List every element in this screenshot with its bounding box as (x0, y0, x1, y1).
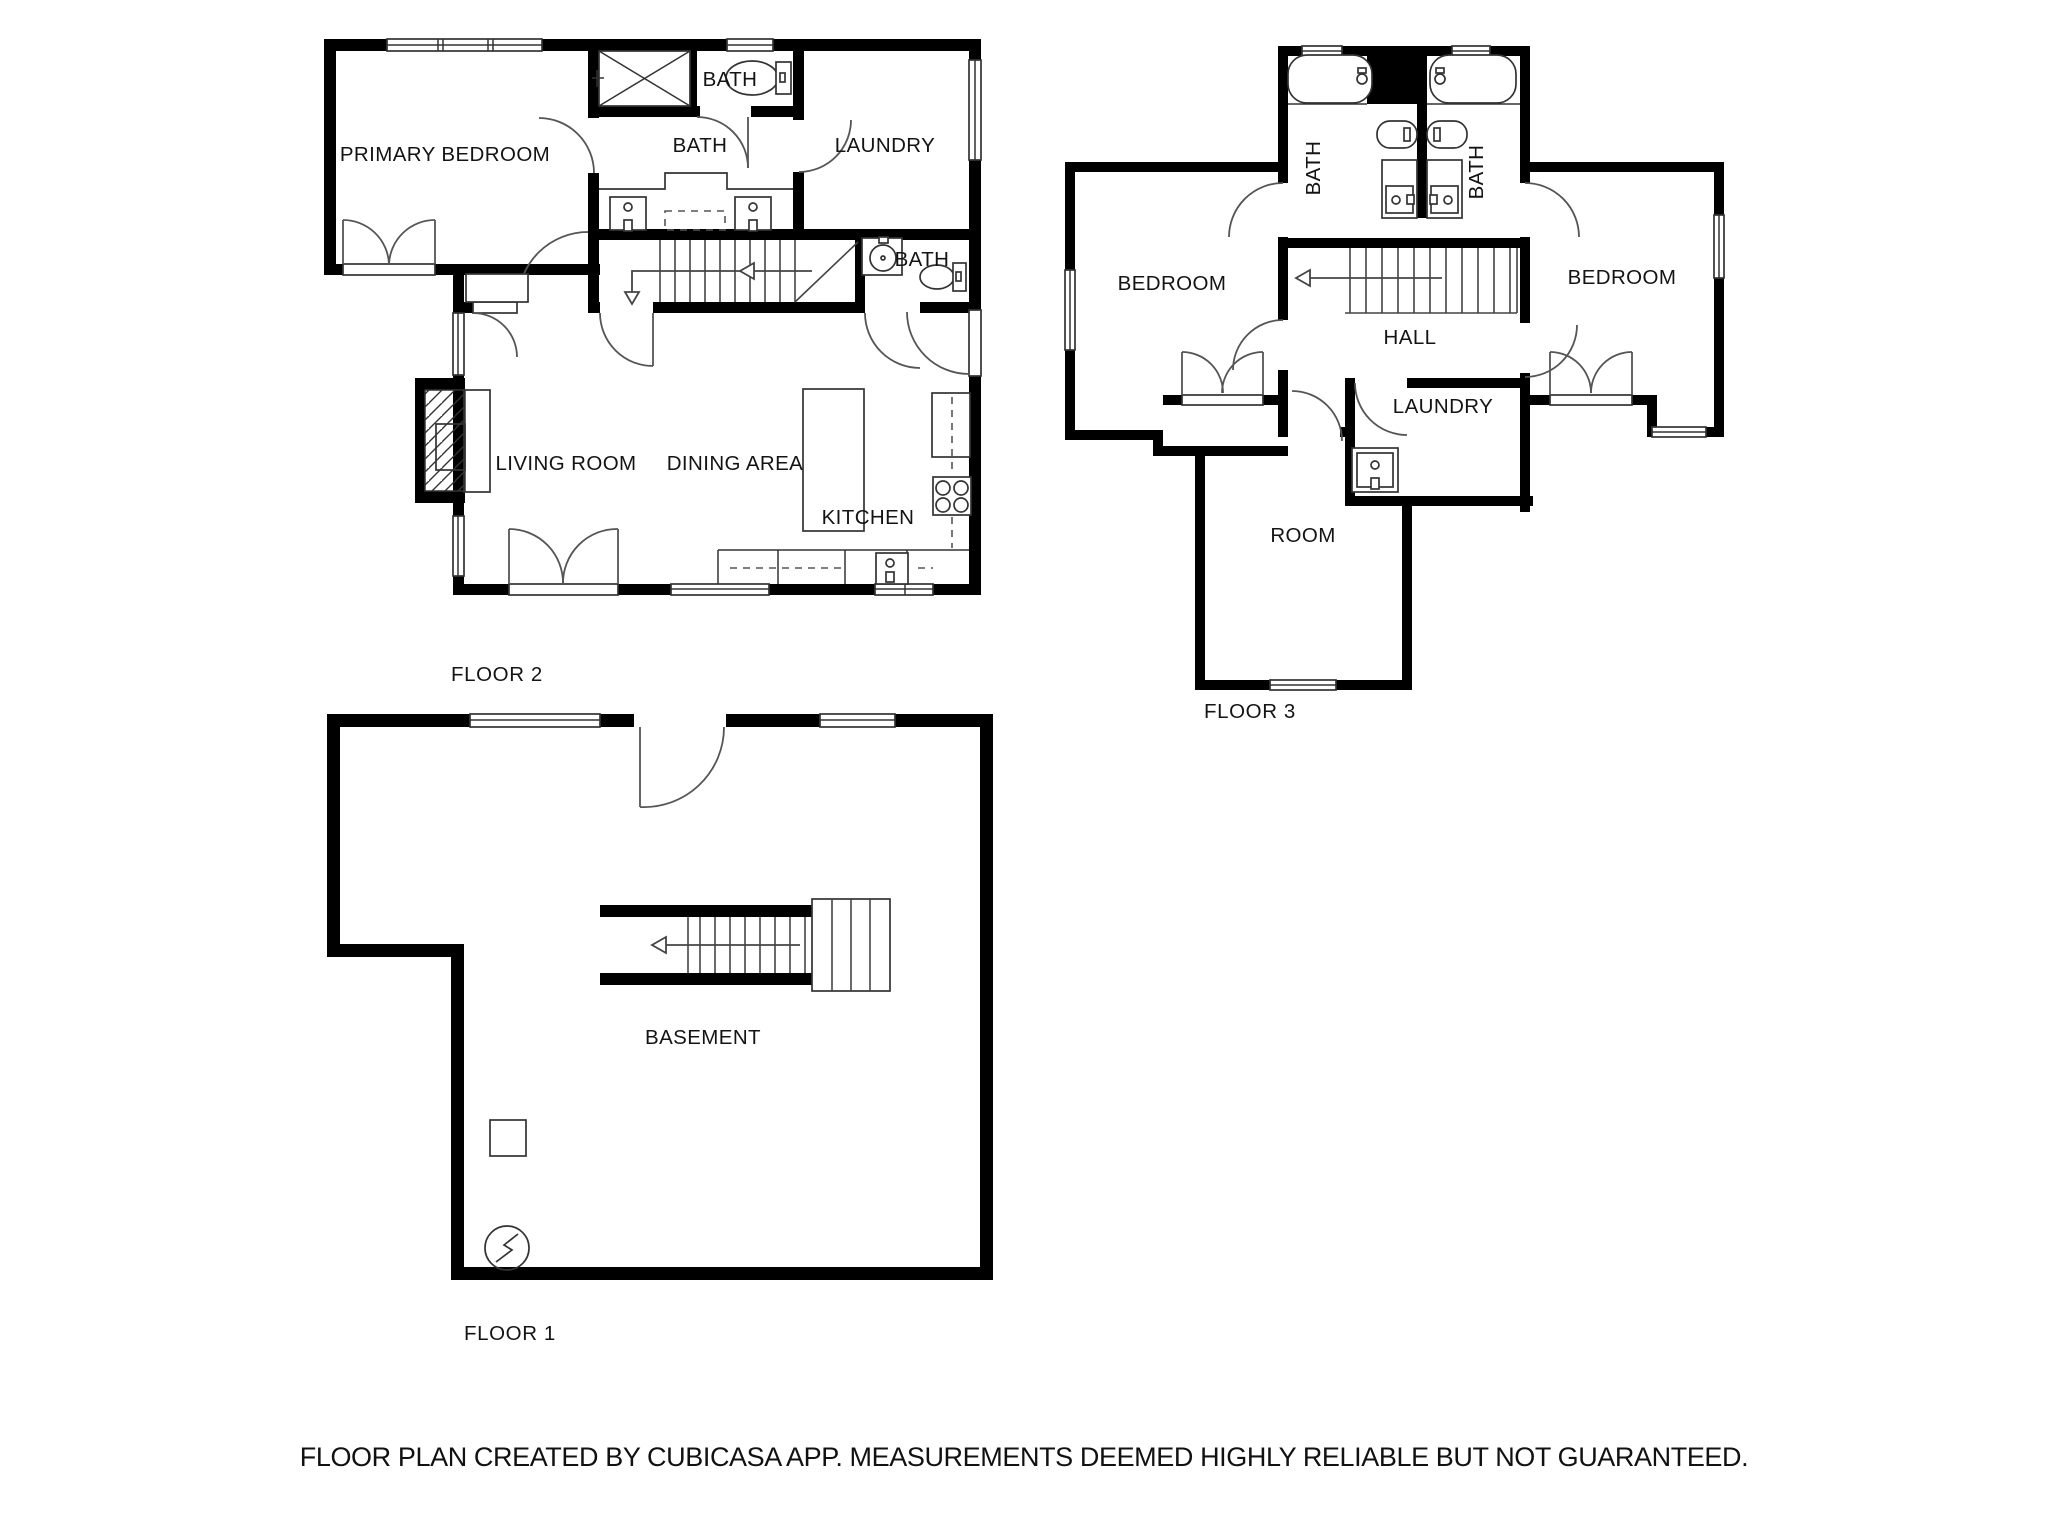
door-arc (1229, 183, 1283, 237)
room-label-bath-main: BATH (672, 134, 728, 157)
door-arc (473, 313, 517, 357)
door-arc (640, 727, 724, 807)
bathtub-icon (1430, 55, 1516, 103)
closet-bifold-doors (1550, 352, 1632, 395)
room-label-dining-area: DINING AREA (666, 452, 804, 475)
stairs-floor2 (625, 240, 858, 304)
entry-door (634, 714, 726, 807)
fireplace-icon (425, 390, 490, 492)
window (453, 313, 464, 375)
room-label-laundry: LAUNDRY (834, 134, 936, 157)
closet (466, 274, 528, 302)
kitchen-fixtures (718, 389, 971, 584)
electrical-panel-icon (485, 1226, 529, 1270)
door-arc (907, 312, 969, 374)
toilet-icon (1377, 121, 1417, 148)
footer-disclaimer: FLOOR PLAN CREATED BY CUBICASA APP. MEASUREMENTS DEEMED HIGHLY RELIABLE BUT NOT GUARANTEED. (299, 1442, 1749, 1472)
stove-icon (933, 477, 971, 515)
room-label-laundry-f3: LAUNDRY (1392, 395, 1494, 418)
window (727, 39, 773, 51)
door-arc (865, 313, 920, 368)
room-label-living-room: LIVING ROOM (495, 452, 637, 475)
stairs-floor3 (1296, 248, 1517, 313)
sink-vanity (1427, 160, 1462, 218)
toilet-icon (1427, 121, 1467, 148)
window (1652, 427, 1706, 437)
floor-1-plan (327, 714, 993, 1345)
bathtub-icon (1288, 55, 1372, 103)
water-heater-icon (490, 1120, 526, 1156)
room-label-basement: BASEMENT (645, 1026, 761, 1049)
door-arc (1233, 320, 1283, 370)
stair-direction-arrow (652, 937, 666, 953)
floor-2-plan (324, 39, 981, 686)
floor-1-walls (327, 714, 993, 1280)
door-arc (600, 313, 653, 366)
door-arc (1525, 325, 1577, 377)
window (387, 39, 542, 51)
double-sink-vanity (599, 173, 793, 231)
french-doors (509, 529, 618, 584)
shower-icon (592, 51, 690, 106)
floor-1-caption: FLOOR 1 (464, 1322, 556, 1345)
room-label-bath-powder: BATH (894, 248, 950, 271)
floor-3-plan (1065, 46, 1724, 723)
room-label-bath-right: BATH (1465, 144, 1488, 200)
window (969, 60, 981, 160)
window (470, 714, 600, 727)
window (1065, 270, 1075, 350)
room-label-bath-top: BATH (702, 68, 758, 91)
room-label-kitchen: KITCHEN (821, 506, 915, 529)
window (1714, 215, 1724, 278)
door-arc (1525, 183, 1579, 237)
window (820, 714, 895, 727)
french-doors (343, 220, 435, 264)
window (453, 516, 464, 576)
room-label-room: ROOM (1270, 524, 1336, 547)
stair-direction-arrow (1296, 270, 1310, 286)
window (671, 584, 769, 595)
window (1270, 680, 1336, 690)
sink-vanity (1382, 160, 1417, 218)
kitchen-sink-icon (876, 553, 908, 584)
refrigerator (932, 393, 970, 457)
laundry-sink-icon (1352, 448, 1398, 492)
window (875, 584, 933, 595)
room-label-primary-bedroom: PRIMARY BEDROOM (339, 143, 551, 166)
floor-3-caption: FLOOR 3 (1204, 700, 1296, 723)
floor-2-caption: FLOOR 2 (451, 663, 543, 686)
closet-bifold-doors (1182, 352, 1263, 395)
stair-direction-arrow (740, 263, 754, 279)
room-label-bedroom-left: BEDROOM (1117, 272, 1227, 295)
room-label-bath-left: BATH (1302, 140, 1325, 196)
room-label-hall: HALL (1383, 326, 1437, 349)
room-label-bedroom-right: BEDROOM (1567, 266, 1677, 289)
